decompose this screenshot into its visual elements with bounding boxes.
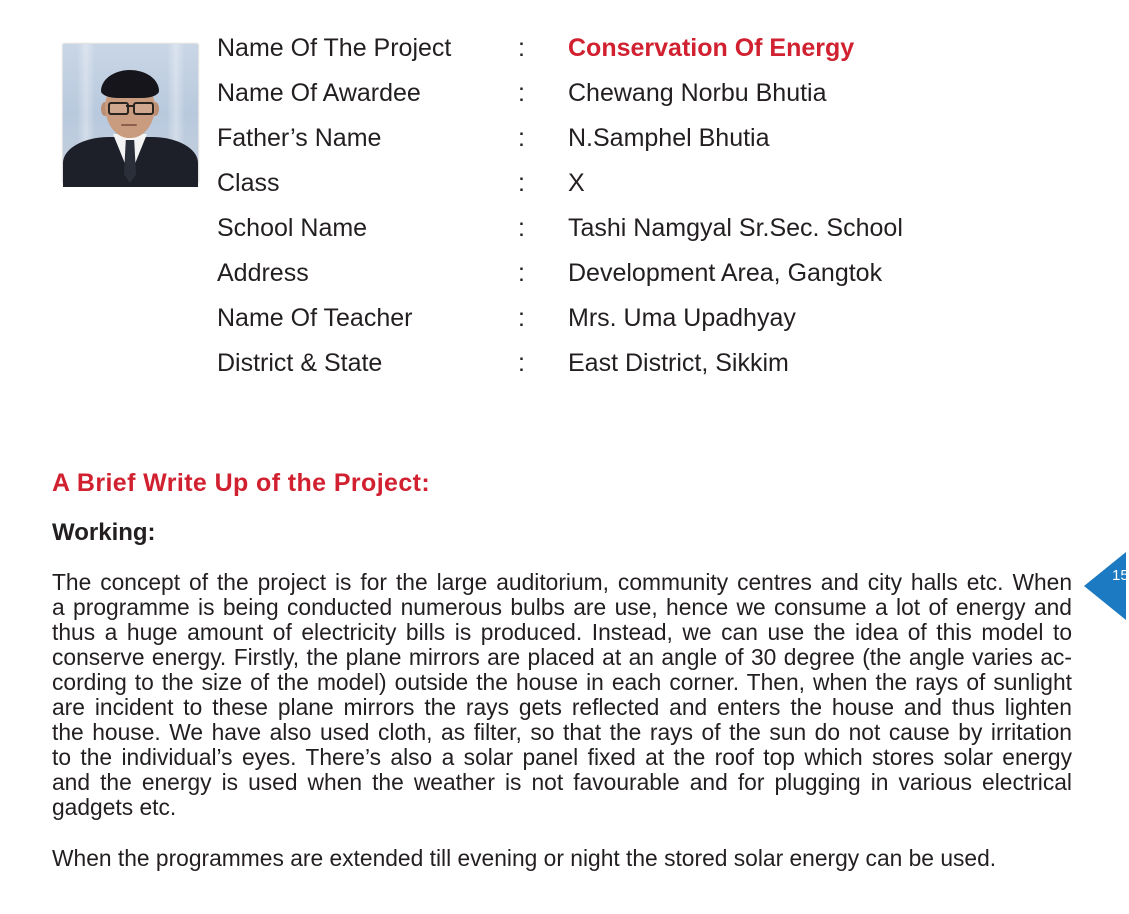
paragraph-line: conserve energy. Firstly, the plane mirrors are placed at an angle of 30 degree (the angle varies ac-	[52, 644, 1072, 670]
paragraph-line: and the energy is used when the weather is not favourable and for plugging in various electrical	[52, 769, 1072, 795]
paragraph-line: to the individual’s eyes. There’s also a solar panel fixed at the roof top which stores solar energy	[52, 744, 1072, 770]
awardee-details	[217, 26, 977, 386]
paragraph-line: a programme is being conducted numerous bulbs are use, hence we consume a lot of energy and	[52, 594, 1072, 620]
awardee-photo	[63, 44, 198, 183]
detail-separator: :	[518, 259, 525, 287]
detail-label: School Name	[217, 214, 368, 242]
awardee-name: Chewang Norbu Bhutia	[568, 79, 827, 107]
writeup-paragraph-2	[52, 846, 1072, 871]
photo-glasses-bridge	[126, 105, 134, 107]
detail-row-school	[217, 206, 977, 251]
detail-row-awardee	[217, 71, 977, 116]
page-number-tab	[1083, 549, 1129, 621]
detail-separator: :	[518, 169, 525, 197]
detail-label: Address	[217, 259, 309, 287]
detail-separator: :	[518, 34, 525, 62]
detail-row-class	[217, 161, 977, 206]
school-name: Tashi Namgyal Sr.Sec. School	[568, 214, 903, 242]
class-value: X	[568, 169, 585, 197]
detail-row-project	[217, 26, 977, 71]
paragraph-line: When the programmes are extended till evening or night the stored solar energy can be used.	[52, 845, 997, 871]
father-name: N.Samphel Bhutia	[568, 124, 770, 152]
writeup-heading: A Brief Write Up of the Project:	[52, 469, 431, 497]
detail-label: Father’s Name	[217, 124, 382, 152]
detail-label: Class	[217, 169, 280, 197]
address-value: Development Area, Gangtok	[568, 259, 883, 287]
paragraph-line: thus a huge amount of electricity bills is produced. Instead, we can use the idea of this model to	[52, 619, 1072, 645]
writeup-paragraph-1	[52, 570, 1072, 820]
page-tab-triangle	[1083, 549, 1126, 621]
detail-label: Name Of The Project	[217, 34, 452, 62]
page-number: 15	[1112, 567, 1129, 584]
paragraph-line: The concept of the project is for the large auditorium, community centres and city halls etc. When	[52, 569, 1072, 595]
photo-hair	[101, 70, 159, 98]
page-tab-shape	[1084, 552, 1126, 620]
detail-row-father	[217, 116, 977, 161]
paragraph-line: gadgets etc.	[52, 794, 177, 820]
district-state-value: East District, Sikkim	[568, 349, 789, 377]
detail-separator: :	[518, 214, 525, 242]
photo-glasses-lens	[108, 102, 129, 115]
detail-separator: :	[518, 79, 525, 107]
working-subheading: Working:	[52, 519, 156, 546]
detail-row-address	[217, 251, 977, 296]
photo-mouth	[121, 124, 137, 126]
paragraph-line: the house. We have also used cloth, as filter, so that the rays of the sun do not cause by irritation	[52, 719, 1072, 745]
detail-label: Name Of Awardee	[217, 79, 421, 107]
paragraph-line: cording to the size of the model) outside the house in each corner. Then, when the rays of sunlight	[52, 669, 1072, 695]
project-name: Conservation Of Energy	[568, 34, 855, 62]
detail-separator: :	[518, 124, 525, 152]
detail-separator: :	[518, 304, 525, 332]
teacher-name: Mrs. Uma Upadhyay	[568, 304, 796, 332]
detail-separator: :	[518, 349, 525, 377]
detail-label: District & State	[217, 349, 383, 377]
photo-tie	[124, 140, 136, 183]
detail-row-teacher	[217, 296, 977, 341]
paragraph-line: are incident to these plane mirrors the rays gets reflected and enters the house and thus lighten	[52, 694, 1072, 720]
detail-label: Name Of Teacher	[217, 304, 413, 332]
photo-glasses-lens	[133, 102, 154, 115]
detail-row-district	[217, 341, 977, 386]
